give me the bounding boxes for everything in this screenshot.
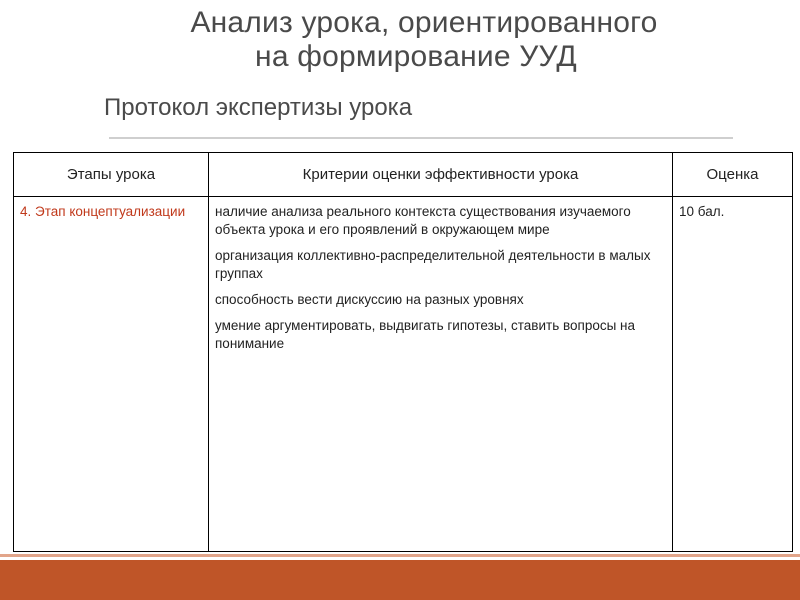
criteria-item: способность вести дискуссию на разных уровнях (215, 292, 524, 307)
criteria-item: наличие анализа реального контекста существования изучаемого объекта урока и его проявлений в окружающем мире (215, 204, 631, 237)
slide-title (0, 6, 800, 74)
footer-band (0, 560, 800, 600)
slide-title-line1: Анализ урока, ориентированного (190, 6, 658, 39)
criteria-item: организация коллективно-распределительной деятельности в малых группах (215, 248, 651, 281)
criteria-cell (209, 197, 673, 552)
divider-line (109, 137, 733, 139)
slide-title-line2: на формирование УУД (255, 40, 577, 73)
table-row (14, 197, 793, 552)
criteria-item: умение аргументировать, выдвигать гипотезы, ставить вопросы на понимание (215, 318, 636, 351)
header-score: Оценка (673, 153, 793, 197)
footer-accent-line (0, 554, 800, 557)
header-stage: Этапы урока (14, 153, 209, 197)
header-criteria: Критерии оценки эффективности урока (209, 153, 673, 197)
score-cell: 10 бал. (673, 197, 793, 552)
protocol-table (13, 152, 793, 552)
stage-cell: 4. Этап концептуализации (14, 197, 209, 552)
table-header-row (14, 153, 793, 197)
slide-subtitle: Протокол экспертизы урока (104, 94, 413, 121)
